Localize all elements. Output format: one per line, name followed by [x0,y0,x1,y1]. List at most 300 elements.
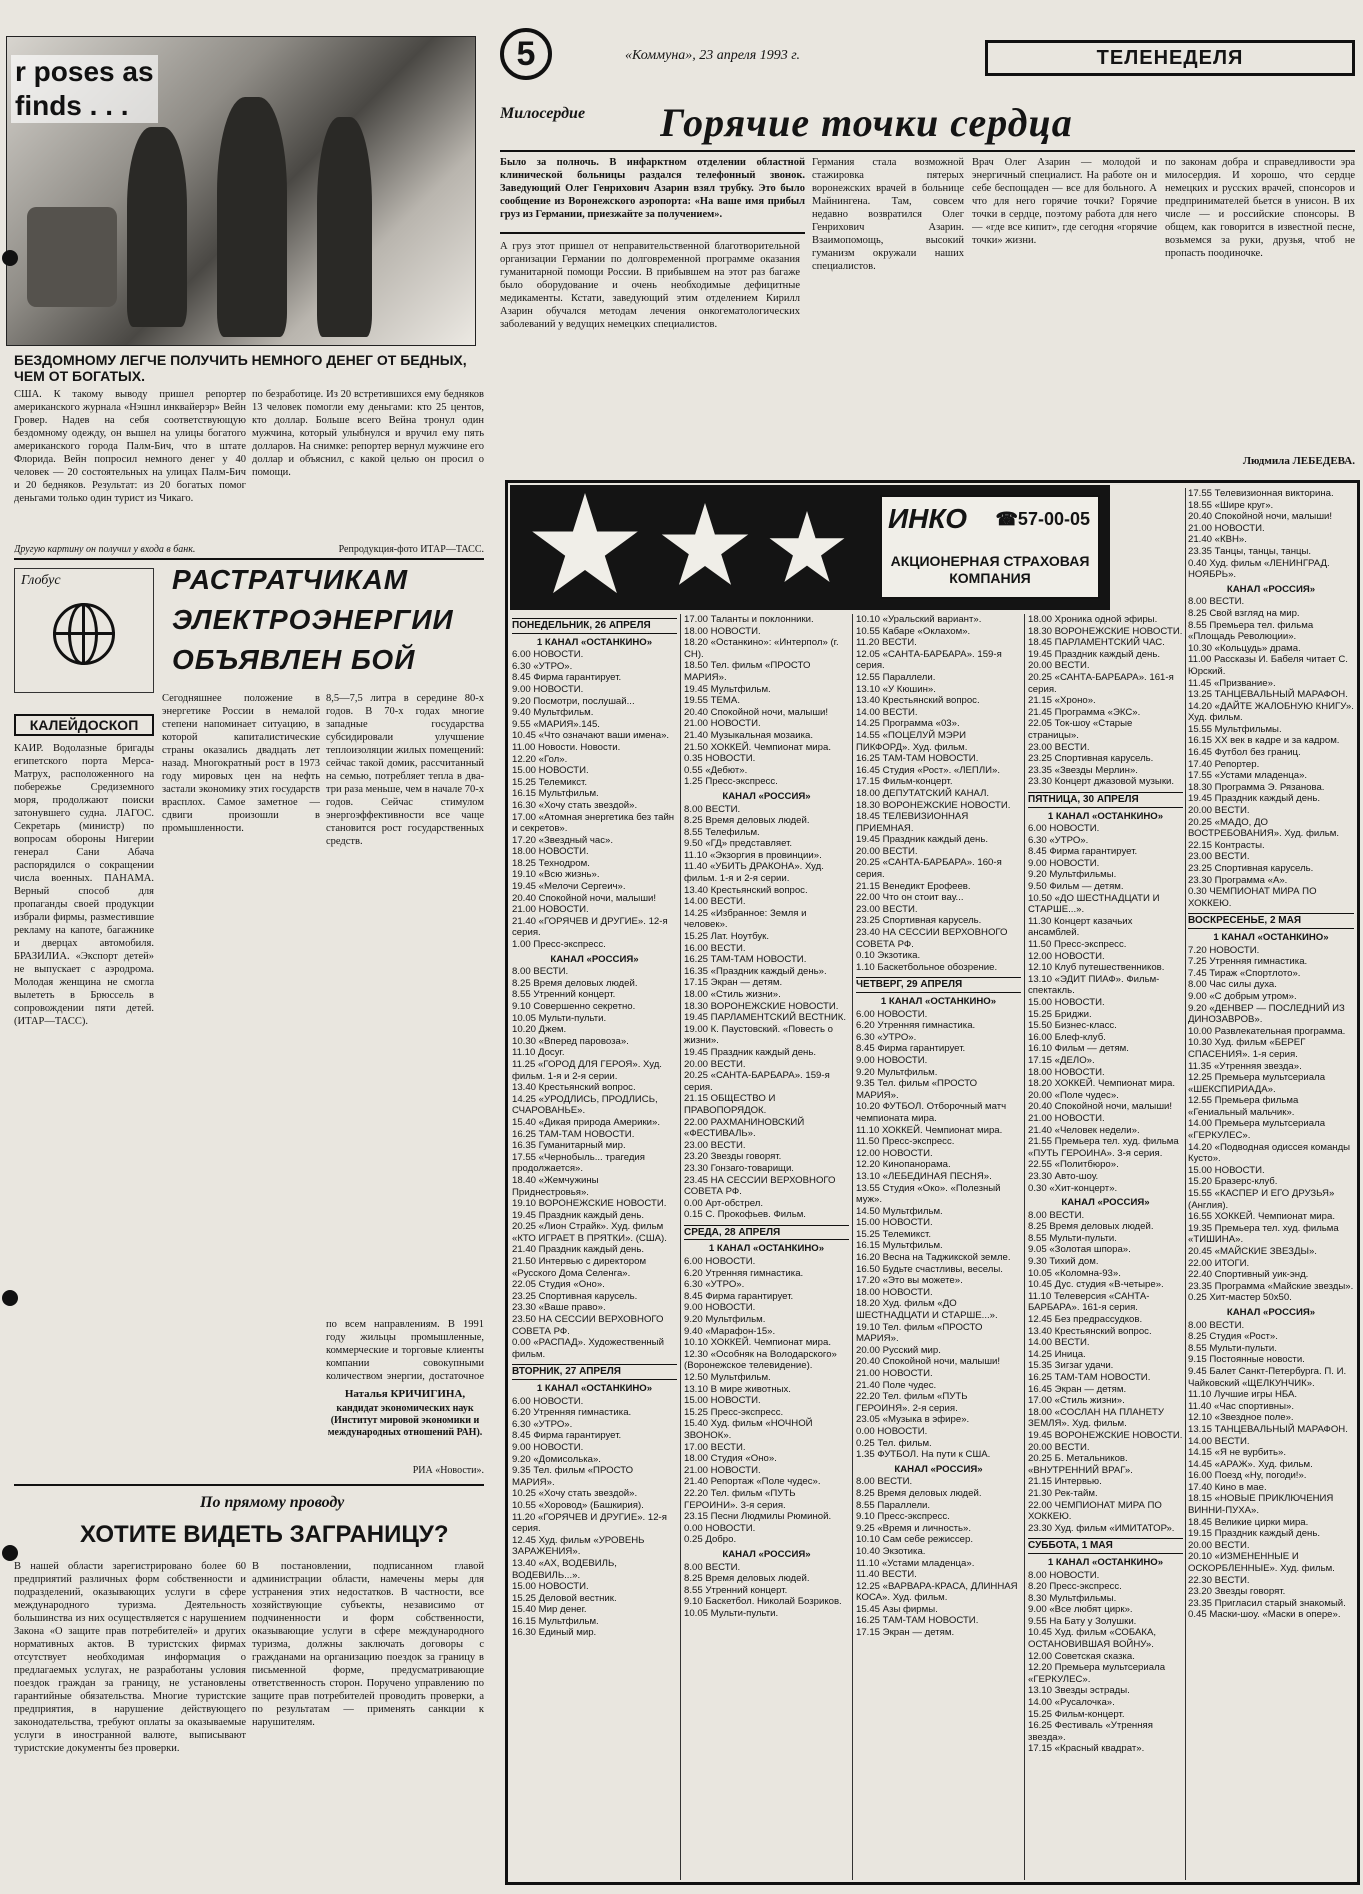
tv-program-item: 9.35 Тел. фильм «ПРОСТО МАРИЯ». [512,1465,634,1488]
tv-program-item: 6.00 НОВОСТИ. [1028,823,1100,835]
tv-program-item: 10.50 «ДО ШЕСТНАДЦАТИ И СТАРШЕ...». [1028,892,1160,916]
tv-column-1 [512,614,677,1880]
tv-program-item: 18.45 ПАРЛАМЕНТСКИЙ ЧАС. [1028,637,1165,649]
tv-program-item: 22.40 Спортивный уик-энд. [1188,1269,1309,1281]
tv-program-item: 0.45 Маски-шоу. «Маски в опере». [1188,1609,1341,1621]
tv-program-item: 15.25 Деловой вестник. [512,1592,617,1604]
tv-program-item: 20.00 ВЕСТИ. [1188,805,1250,817]
tv-program-item: 20.00 ВЕСТИ. [856,845,918,857]
tv-program-item: 11.45 «Призвание». [1188,677,1276,689]
globe-rubric-label: Глобус [21,573,61,588]
tv-program-item: 20.00 ВЕСТИ. [1028,1441,1090,1453]
tv-program-item: 8.45 Фирма гарантирует. [512,1430,622,1442]
tv-program-item: 11.20 ВЕСТИ. [856,637,917,649]
tv-program-item: 21.40 «ГОРЯЧЕВ И ДРУГИЕ». 12-я серия. [512,915,668,939]
tv-program-item: 11.10 Телеверсия «САНТА-БАРБАРА». 161-я серия. [1028,1290,1150,1314]
tv-program-item: 16.25 Фестиваль «Утренняя звезда». [1028,1720,1153,1743]
tv-program-item: 9.25 «Время и личность». [856,1522,972,1534]
energy-col-3: по всем направлениям. В 1991 году жильцы промышленные, коммерческие и торговые клиенты компании совокупными количеством энергии, достаточное [326,1319,484,1382]
tv-program-item: 16.15 Мультфильм. [512,788,599,800]
tv-program-item: 14.00 ВЕСТИ. [684,896,746,908]
tv-program-item: 17.15 Экран — детям. [856,1627,955,1639]
tv-channel-heading: КАНАЛ «РОССИЯ» [894,1463,983,1475]
tv-program-item: 20.00 «Поле чудес». [1028,1089,1119,1101]
tv-program-item: 18.25 Технодром. [512,857,590,869]
tv-program-item: 8.55 Премьера тел. фильма «Площадь Революции». [1188,619,1314,643]
tv-program-item: 12.05 «САНТА-БАРБАРА». 159-я серия. [856,648,1002,672]
tv-program-item: 18.20 ХОККЕЙ. Чемпионат мира. [1028,1078,1176,1090]
tv-program-item: 14.00 «Русалочка». [1028,1697,1115,1709]
tv-program-item: 16.35 «Праздник каждый день». [684,965,827,977]
tv-program-item: 8.00 Час силы духа. [1188,979,1277,991]
tv-program-item: 14.25 «УРОДЛИСЬ, ПРОДЛИСЬ, СЧАРОВАНЬЕ». [512,1093,658,1117]
tv-program-item: 21.00 НОВОСТИ. [1028,1112,1105,1124]
tv-program-item: 11.35 «Утренняя звезда». [1188,1060,1302,1072]
tv-program-item: 17.00 «Атомная энергетика без тайн и секретов». [512,811,675,835]
tv-program-item: 8.00 ВЕСТИ. [856,1476,913,1488]
tv-program-item: 0.10 Экзотика. [856,950,921,962]
tv-program-item: 11.10 Досуг. [512,1047,565,1059]
tv-program-item: 15.25 Лат. Ноутбук. [684,931,770,943]
tv-program-item: 16.45 Футбол без границ. [1188,747,1301,759]
tv-program-item: 18.30 ВОРОНЕЖСКИЕ НОВОСТИ. [1028,625,1183,637]
tv-program-item: 14.50 Мультфильм. [856,1205,943,1217]
tv-program-item: 10.55 «Хоровод» (Башкирия). [512,1499,644,1511]
tv-program-item: 22.15 Контрасты. [1188,839,1265,851]
tv-program-item: 13.40 «АХ, ВОДЕВИЛЬ, ВОДЕВИЛЬ...». [512,1557,617,1581]
tv-program-item: 21.40 «Человек недели». [1028,1124,1140,1136]
tv-program-item: 20.40 Спокойной ночи, малыши! [512,892,657,904]
tv-program-item: 8.55 Параллели. [856,1499,931,1511]
tv-program-item: 20.40 Спокойной ночи, малыши! [856,1356,1001,1368]
tv-program-item: 8.55 Утренний концерт. [512,989,616,1001]
tv-program-item: 0.35 НОВОСТИ. [684,753,756,765]
tv-program-item: 1.25 Пресс-экспресс. [684,776,778,788]
tv-program-item: 10.10 «Уральский вариант». [856,614,982,625]
tv-program-item: 8.00 ВЕСТИ. [1028,1209,1085,1221]
heart-col-4: по законам добра и справедливости эра милосердия. И хорошо, что сердце немецких и русских врачей, спонсоров и предпринимателей бьется в унисон. В их числе — и российские спонсоры. В общем, как говорится в известной песне, возьмемся за руки, друзья, чтоб не пропасть поодиночке. [1165,157,1355,259]
page-number: 5 [500,28,552,80]
tv-program-item: 21.00 НОВОСТИ. [856,1368,933,1379]
tv-program-item: 8.00 ВЕСТИ. [512,966,569,978]
tv-program-item: 23.00 ВЕСТИ. [684,1139,746,1151]
tv-program-item: 18.00 Хроника одной эфиры. [1028,614,1158,625]
tv-program-item: 22.00 ИТОГИ. [1188,1257,1250,1269]
tv-program-item: 20.25 «Лион Страйк». Худ. фильм «КТО ИГРАЕТ В ПРЯТКИ». (США). [512,1221,667,1244]
tv-program-item: 17.20 «Звездный час». [512,834,614,846]
tv-program-item: 8.00 ВЕСТИ. [1188,1319,1245,1331]
tv-program-item: 14.00 Премьера мультсериала «ГЕРКУЛЕС». [1188,1118,1326,1142]
tv-program-item: 23.30 «Ваше право». [512,1302,606,1314]
section-rubric: ТЕЛЕНЕДЕЛЯ [985,40,1355,76]
tv-program-item: 11.50 Пресс-экспресс. [1028,939,1127,951]
tv-program-item: 23.25 Спортивная карусель. [1028,753,1154,765]
tv-program-item: 0.15 С. Прокофьев. Фильм. [684,1209,806,1221]
tv-program-item: 22.00 РАХМАНИНОВСКИЙ «ФЕСТИВАЛЬ». [684,1116,805,1140]
tv-program-item: 10.10 ХОККЕЙ. Чемпионат мира. [684,1337,832,1349]
inko-logo [880,495,1100,599]
tv-program-item: 19.10 Тел. фильм «ПРОСТО МАРИЯ». [856,1321,983,1345]
tv-channel-heading: 1 КАНАЛ «ОСТАНКИНО» [1047,810,1164,822]
tv-program-item: 12.30 «Особняк на Володарского» (Воронежское телевидение). [684,1348,837,1372]
tv-program-item: 9.50 Фильм — детям. [1028,881,1124,893]
tv-column-4 [1028,614,1183,1880]
tv-program-item: 19.15 Праздник каждый день. [1188,1528,1321,1540]
homeless-title: БЕЗДОМНОМУ ЛЕГЧЕ ПОЛУЧИТЬ НЕМНОГО ДЕНЕГ ОТ БЕДНЫХ, ЧЕМ ОТ БОГАТЫХ. [14,352,467,384]
tv-program-item: 21.40 Праздник каждый день. [512,1244,645,1256]
tv-program-item: 0.00 «РАСПАД». Художественный фильм. [512,1337,664,1360]
tv-program-item: 19.45 «Мелочи Сергеич». [512,881,626,893]
tv-program-item: 6.00 НОВОСТИ. [684,1256,756,1268]
tv-program-item: 6.00 НОВОСТИ. [512,649,584,661]
tv-program-item: 10.40 Экзотика. [856,1545,926,1557]
tv-column-5 [1188,488,1354,1880]
tv-column-2 [684,614,849,1880]
tv-day-heading: ВТОРНИК, 27 АПРЕЛЯ [512,1364,677,1380]
homeless-footer-right: Репродукция-фото ИТАР—ТАСС. [338,544,484,555]
tv-program-item: 20.00 ВЕСТИ. [684,1058,746,1070]
tv-program-item: 15.25 Телемикст. [856,1228,931,1240]
tv-program-item: 16.20 Весна на Таджикской земле. [856,1252,1011,1264]
tv-program-item: 12.25 Премьера мультсериала «ШЕКСПИРИАДА». [1188,1072,1326,1095]
tv-day-heading: ВОСКРЕСЕНЬЕ, 2 МАЯ [1188,913,1354,929]
tv-program-item: 8.30 Мультфильмы. [1028,1592,1117,1604]
tv-channel-heading: 1 КАНАЛ «ОСТАНКИНО» [880,996,997,1007]
tv-program-item: 21.00 НОВОСТИ. [1188,522,1265,534]
tv-program-item: 10.30 «Кольцудь» драма. [1188,642,1301,654]
star-icon [660,503,750,593]
tv-program-item: 15.25 Бриджи. [1028,1008,1092,1020]
inko-phone: ☎57-00-05 [995,509,1090,529]
tv-program-item: 6.30 «УТРО». [512,660,573,672]
tv-program-item: 9.20 «ДЕНВЕР — ПОСЛЕДНИЙ ИЗ ДИНОЗАВРОВ». [1188,1002,1345,1026]
tv-program-item: 11.30 Концерт казачьих ансамблей. [1028,915,1133,939]
tv-program-item: 9.10 Совершенно секретно. [512,1001,636,1012]
tv-program-item: 17.00 Таланты и поклонники. [684,614,814,625]
tv-program-item: 23.45 НА СЕССИИ ВЕРХОВНОГО СОВЕТА РФ. [684,1174,836,1198]
heart-col-1: Было за полночь. В инфарктном отделении областной клинической больницы раздался телефонный звонок. Заведующий Олег Генрихович Азарин взял трубку. Это было сообщение из Воронежского аэропорта: «На ваше имя прибыл груз из Германии, приезжайте за получением». [500,157,805,220]
tv-program-item: 9.20 «Домисолька». [512,1453,601,1465]
tv-program-item: 16.50 Будьте счастливы, веселы. [856,1263,1003,1275]
tv-program-item: 12.10 «Звездное поле». [1188,1412,1294,1424]
tv-program-item: 13.10 «ЭДИТ ПИАФ». Фильм-спектакль. [1028,973,1160,997]
heart-kicker: Милосердие [500,105,586,122]
tv-program-item: 16.15 Мультфильм. [856,1240,943,1252]
tv-program-item: 10.30 Худ. фильм «БЕРЕГ СПАСЕНИЯ». 1-я серия. [1188,1037,1306,1060]
tv-program-item: 11.40 «Час спортивны». [1188,1400,1294,1412]
tv-program-item: 13.40 Крестьянский вопрос. [512,1082,636,1094]
tv-day-heading: СРЕДА, 28 АПРЕЛЯ [684,1225,849,1241]
tv-program-item: 19.45 Праздник каждый день. [1028,648,1161,660]
tv-program-item: 8.45 Фирма гарантирует. [856,1043,966,1055]
tv-program-item: 17.15 «ДЕЛО». [1028,1054,1095,1066]
tv-program-item: 10.10 Сам себе режиссер. [856,1534,973,1546]
tv-program-item: 21.15 Венедикт Ерофеев. [856,880,971,892]
tv-program-item: 13.10 В мире животных. [684,1383,791,1395]
tv-program-item: 12.10 Клуб путешественников. [1028,962,1165,974]
tv-program-item: 6.00 НОВОСТИ. [512,1395,584,1407]
tv-program-item: 8.55 Утренний концерт. [684,1584,788,1596]
tv-program-item: 0.25 Хит-мастер 50х50. [1188,1292,1292,1304]
tv-program-item: 18.45 ТЕЛЕВИЗИОННАЯ ПРИЕМНАЯ. [856,811,969,834]
tv-program-item: 15.55 «КАСПЕР И ЕГО ДРУЗЬЯ» (Англия). [1188,1188,1335,1211]
tv-program-item: 0.30 ЧЕМПИОНАТ МИРА ПО ХОККЕЮ. [1188,886,1317,909]
tv-program-item: 21.15 ОБЩЕСТВО И ПРАВОПОРЯДОК. [684,1093,776,1116]
tv-program-item: 12.55 Параллели. [856,671,936,683]
tv-program-item: 16.10 Фильм — детям. [1028,1043,1129,1055]
tv-program-item: 23.05 «Музыка в эфире». [856,1414,970,1426]
tv-program-item: 14.00 ВЕСТИ. [1188,1435,1250,1447]
tv-program-item: 18.00 ДЕПУТАТСКИЙ КАНАЛ. [856,787,990,799]
tv-program-item: 8.00 ВЕСТИ. [1188,596,1245,608]
tv-program-item: 8.55 Мульти-пульти. [1028,1232,1117,1244]
kaleido-rubric: КАЛЕЙДОСКОП [14,714,154,736]
tv-program-item: 19.45 Мультфильм. [684,683,771,695]
news-photo [6,36,476,346]
tv-program-item: 10.00 Развлекательная программа. [1188,1025,1346,1037]
tv-program-item: 17.55 Телевизионная викторина. [1188,488,1334,499]
tv-program-item: 0.40 Худ. фильм «ЛЕНИНГРАД. НОЯБРЬ». [1188,557,1330,581]
tv-program-item: 9.00 НОВОСТИ. [684,1302,756,1314]
tv-program-item: 8.20 Пресс-экспресс. [1028,1581,1122,1593]
tv-program-item: 16.25 ТАМ-ТАМ НОВОСТИ. [856,753,979,765]
homeless-col-2: по безработице. Из 20 встретившихся ему бедняков 13 человек помогли ему деньгами: кто 25 центов, кто доллар. Больше всего Вейна тронул один мужчина, который улыбнулся и вручил ему пять долларов. На снимке: репортер вернул мужчине его доллар и объяснил, с какой целью он просил о помощи. [252,389,484,478]
tv-program-item: 21.45 Программа «ЭКС». [1028,706,1141,718]
tv-channel-heading: 1 КАНАЛ «ОСТАНКИНО» [536,636,653,648]
tv-program-item: 20.45 «МАЙСКИЕ ЗВЕЗДЫ». [1188,1246,1317,1257]
tv-program-item: 18.00 НОВОСТИ. [684,625,761,637]
tv-program-item: 11.00 Новости. Новости. [512,741,621,753]
tv-program-item: 16.45 Экран — детям. [1028,1383,1127,1395]
tv-program-item: 8.25 Студия «Рост». [1188,1331,1278,1343]
tv-program-item: 9.50 «ГД» представляет. [684,838,793,850]
tv-program-item: 18.20 Худ. фильм «ДО ШЕСТНАДЦАТИ И СТАРШЕ...». [856,1298,998,1322]
tv-program-item: 14.25 Программа «03». [856,718,960,730]
tv-program-item: 15.25 Пресс-экспресс. [684,1406,784,1418]
tv-program-item: 15.00 НОВОСТИ. [1188,1164,1265,1176]
tv-program-item: 20.10 «ИЗМЕНЕННЫЕ И ОСКОРБЛЕННЫЕ». Худ. фильм. [1188,1551,1335,1575]
tv-program-item: 23.30 Авто-шоу. [1028,1170,1099,1182]
tv-program-item: 19.10 «Всю жизнь». [512,869,600,881]
tv-program-item: 7.45 Тираж «Спортлото». [1188,967,1301,979]
heart-author: Людмила ЛЕБЕДЕВА. [1242,455,1355,467]
tv-program-item: 1.10 Баскетбольное обозрение. [856,961,998,973]
tv-program-item: 12.55 Премьера фильма «Гениальный мальчик». [1188,1095,1299,1118]
star-icon [530,493,640,603]
tv-program-item: 23.40 НА СЕССИИ ВЕРХОВНОГО СОВЕТА РФ. [856,927,1008,950]
tv-program-item: 23.25 Спортивная карусель. [1188,863,1314,874]
heart-col-3: Врач Олег Азарин — молодой и энергичный специалист. На работе он и себе беспощаден — все для больного. А что для него горячие точки? Горячие точки в сердце, поэтому работа для него — «где все кипит», где сегодня «горячие точки» жизни. [972,157,1157,246]
abroad-title: ХОТИТЕ ВИДЕТЬ ЗАГРАНИЦУ? [80,1521,449,1548]
tv-program-item: 19.45 Праздник каждый день. [856,834,989,846]
tv-program-item: 15.00 НОВОСТИ. [512,1581,589,1593]
energy-author-title: кандидат экономических наук (Институт мировой экономики и международных отношений РАН). [327,1403,483,1438]
tv-program-item: 12.45 Худ. фильм «УРОВЕНЬ ЗАРАЖЕНИЯ». [512,1534,645,1558]
tv-program-item: 22.05 Ток-шоу «Старые страницы». [1028,718,1133,741]
tv-program-item: 9.15 Постоянные новости. [1188,1354,1305,1366]
tv-program-item: 6.00 НОВОСТИ. [856,1008,928,1020]
tv-program-item: 18.40 «Жемчужины Приднестровья». [512,1174,599,1198]
tv-program-item: 19.55 ТЕМА. [684,695,740,707]
tv-program-item: 10.30 «Вперед паровоза». [512,1035,629,1047]
tv-program-item: 16.00 Поезд «Ну, погоди!». [1188,1470,1307,1482]
tv-program-item: 7.25 Утренняя гимнастика. [1188,956,1308,968]
tv-program-item: 21.00 НОВОСТИ. [684,1464,761,1476]
tv-program-item: 8.00 НОВОСТИ. [1028,1569,1100,1581]
tv-program-item: 6.30 «УТРО». [684,1279,745,1291]
tv-program-item: 0.30 «Хит-концерт». [1028,1182,1118,1194]
abroad-kicker: По прямому проводу [200,1494,345,1511]
tv-program-item: 10.20 Джем. [512,1024,567,1036]
tv-program-item: 20.00 ВЕСТИ. [1188,1539,1250,1551]
tv-program-item: 11.10 «Экзоргия в провинции». [684,849,822,861]
tv-program-item: 17.20 «Это вы можете». [856,1275,963,1287]
tv-program-item: 17.40 Репортер. [1188,758,1260,770]
tv-program-item: 21.40 Музыкальная мозаика. [684,729,814,741]
tv-program-item: 14.20 «ДАЙТЕ ЖАЛОБНУЮ КНИГУ». Худ. фильм. [1188,700,1354,724]
tv-program-item: 9.00 НОВОСТИ. [856,1054,928,1066]
tv-program-item: 12.20 Кинопанорама. [856,1159,951,1171]
tv-program-item: 23.30 Концерт джазовой музыки. [1028,776,1175,788]
tv-program-item: 22.55 «Политбюро». [1028,1159,1119,1171]
tv-program-item: 18.15 «НОВЫЕ ПРИКЛЮЧЕНИЯ ВИННИ-ПУХА». [1188,1493,1334,1517]
tv-program-item: 23.30 Худ. фильм «ИМИТАТОР». [1028,1522,1175,1534]
tv-program-item: 9.00 НОВОСТИ. [512,683,584,695]
energy-col-1: Сегодняшнее положение в энергетике России в немалой степени напоминает ситуацию, в которой капиталистические страны оказались двадцать лет назад. Многократный рост в 1973 году мировых цен на нефть застали экономику этих государств врасплох. Самое заметное — сдвиги произошли в промышленности. [162,693,320,834]
tv-program-item: 17.15 «Красный квадрат». [1028,1743,1145,1755]
tv-program-item: 14.25 Иница. [1028,1348,1086,1360]
tv-program-item: 15.55 Мультфильмы. [1188,723,1282,735]
tv-program-item: 22.20 Тел. фильм «ПУТЬ ГЕРОИНИ». 3-я серия. [684,1487,796,1511]
tv-program-item: 14.55 «ПОЦЕЛУЙ МЭРИ ПИКФОРД». Худ. фильм. [856,729,968,753]
tv-program-item: 0.55 «Дебют». [684,764,748,776]
homeless-col-1: США. К такому выводу пришел репортер американского журнала «Нэшнл инквайерэр» Вейн Гровер. Надев на себя соответствующую бездомному одежду, он вышел на улицы богатого американского города Палм-Бич, что в штате Флорида. Вейн попросил немного денег у 40 человек — 20 состоятельных на улицах Палм-Бич и 20 бедняков. Результат: из 20 богатых помог деньгами только один турист из Чикаго. [14,389,246,504]
tv-program-item: 11.10 Лучшие игры НБА. [1188,1389,1298,1401]
tv-day-heading: ПЯТНИЦА, 30 АПРЕЛЯ [1028,792,1183,808]
tv-program-item: 8.25 Время деловых людей. [684,1573,810,1585]
tv-program-item: 10.45 «Что означают ваши имена». [512,730,670,742]
tv-program-item: 18.20 «Останкино»: «Интерпол» (г. СН). [684,637,839,660]
tv-program-item: 10.20 ФУТБОЛ. Отборочный матч чемпионата мира. [856,1101,1007,1124]
tv-program-item: 16.35 Гуманитарный мир. [512,1140,626,1152]
tv-program-item: 19.45 Праздник каждый день. [1188,793,1321,805]
tv-column-3 [856,614,1021,1880]
tv-program-item: 8.00 ВЕСТИ. [684,1561,741,1573]
tv-program-item: 21.50 Интервью с директором «Русского Дома Селенга». [512,1256,647,1279]
tv-program-item: 17.00 «Стиль жизни». [1028,1395,1125,1407]
tv-program-item: 9.40 Мультфильм. [512,707,594,719]
tv-program-item: 9.55 «МАРИЯ».145. [512,718,600,730]
tv-program-item: 0.25 Тел. фильм. [856,1437,932,1449]
tv-channel-heading: 1 КАНАЛ «ОСТАНКИНО» [708,1243,825,1255]
tv-program-item: 12.20 «Гол». [512,753,568,765]
tv-program-item: 16.25 ТАМ-ТАМ НОВОСТИ. [856,1615,979,1627]
tv-program-item: 15.35 Зигзаг удачи. [1028,1360,1114,1372]
tv-program-item: 9.35 Тел. фильм «ПРОСТО МАРИЯ». [856,1078,978,1101]
tv-program-item: 0.00 НОВОСТИ. [856,1425,928,1437]
tv-program-item: 16.30 Единый мир. [512,1627,597,1639]
tv-program-item: 19.10 ВОРОНЕЖСКИЕ НОВОСТИ. [512,1198,667,1210]
tv-program-item: 18.00 НОВОСТИ. [512,846,589,858]
tv-program-item: 20.40 Спокойной ночи, малыши! [1028,1101,1173,1113]
tv-program-item: 22.30 ВЕСТИ. [1188,1574,1250,1586]
tv-program-item: 9.20 Мультфильмы. [1028,869,1117,881]
tv-program-item: 11.40 «УБИТЬ ДРАКОНА». Худ. фильм. 1-я и 2-я серии. [684,861,824,885]
tv-program-item: 9.10 Баскетбол. Николай Бозриков. [684,1596,842,1608]
tv-program-item: 13.40 Крестьянский вопрос. [684,884,808,896]
tv-program-item: 16.25 ТАМ-ТАМ НОВОСТИ. [512,1128,635,1140]
tv-program-item: 20.00 ВЕСТИ. [1028,660,1090,672]
tv-program-item: 15.50 Бизнес-класс. [1028,1020,1117,1032]
tv-program-item: 18.30 ВОРОНЕЖСКИЕ НОВОСТИ. [856,799,1011,811]
tv-program-item: 23.25 Спортивная карусель. [512,1290,638,1302]
tv-program-item: 21.15 «Хроно». [1028,695,1096,707]
photo-caption: r poses as finds . . . [11,55,158,123]
tv-program-item: 12.00 Советская сказка. [1028,1650,1135,1662]
tv-program-item: 0.00 НОВОСТИ. [684,1522,756,1534]
abroad-col-1: В нашей области зарегистрировано более 60 предприятий различных форм собственности и подразделений, оказывающих услуги в сфере международного туризма. Деятельность большинства из них осуществляется с нарушением Закона «О защите прав потребителей» и других нормативных актов. В туристских фирмах отсутствует необходимая информация о предлагаемых услугах, не разработаны условия поездок граждан за границу, не установлены гарантийные обязательства. Многие туристские предприятия, в нарушение действующего законодательства, требуют оплаты за оказываемые услуги в иностранной валюте, выписывают туристские документы без проверки. [14,1561,246,1754]
tv-program-item: 18.45 Великие цирки мира. [1188,1516,1309,1528]
tv-program-item: 13.10 Звезды эстрады. [1028,1685,1130,1697]
inko-subtitle: АКЦИОНЕРНАЯ СТРАХОВАЯ КОМПАНИЯ [890,553,1090,586]
tv-program-item: 20.40 Спокойной ночи, малыши! [684,706,829,718]
tv-program-item: 16.30 «Хочу стать звездой». [512,799,638,811]
tv-program-item: 16.55 ХОККЕЙ. Чемпионат мира. [1188,1211,1336,1223]
tv-program-item: 12.45 Без предрассудков. [1028,1314,1143,1326]
tv-program-item: 18.30 Программа Э. Рязанова. [1188,781,1325,793]
tv-program-item: 6.30 «УТРО». [512,1418,573,1430]
tv-program-item: 9.55 На Бату у Золушки. [1028,1615,1137,1627]
tv-program-item: 10.45 Худ. фильм «СОБАКА, ОСТАНОВИВШАЯ ВОЙНУ». [1028,1627,1157,1651]
tv-program-item: 23.00 ВЕСТИ. [1028,741,1090,753]
tv-program-item: 12.20 Премьера мультсериала «ГЕРКУЛЕС». [1028,1662,1166,1685]
tv-program-item: 18.00 Студия «Оно». [684,1453,777,1465]
tv-program-item: 9.20 Посмотри, послушай... [512,695,635,707]
tv-program-item: 23.35 Пригласил старый знакомый. [1188,1597,1346,1609]
tv-program-item: 11.10 «Устами младенца». [856,1557,975,1569]
tv-program-item: 11.50 Пресс-экспресс. [856,1136,955,1148]
tv-program-item: 9.20 Мультфильм. [684,1314,766,1326]
tv-program-item: 15.00 НОВОСТИ. [512,765,589,777]
tv-program-item: 19.45 ПАРЛАМЕНТСКИЙ ВЕСТНИК. [684,1012,847,1024]
tv-program-item: 18.00 НОВОСТИ. [1028,1066,1105,1078]
tv-program-item: 19.45 Праздник каждый день. [684,1046,817,1058]
tv-program-item: 22.00 ЧЕМПИОНАТ МИРА ПО ХОККЕЮ. [1028,1499,1162,1523]
tv-program-item: 9.30 Тихий дом. [1028,1256,1099,1268]
tv-program-item: 23.35 Программа «Майские звезды». [1188,1280,1354,1292]
tv-program-item: 21.40 «КВН». [1188,534,1247,546]
abroad-col-2: В постановлении, подписанном главой администрации области, намечены меры для устранения этих недостатков. В частности, все хозяйствующие субъекты, независимо от подчиненности и форм собственности, оказывающие услуги в сфере международного туризма, должны заключать договоры с гражданами на организацию поездок за границу в письменной форме, предусматривающие ответственность сторон. Поручено управлению по защите прав потребителей проводить проверки, а по результатам — применять санкции к нарушителям. [252,1561,484,1728]
tv-program-item: 14.00 ВЕСТИ. [1028,1337,1090,1349]
tv-program-item: 8.45 Фирма гарантирует. [684,1290,794,1302]
tv-program-item: 20.25 «МАДО, ДО ВОСТРЕБОВАНИЯ». Худ. фильм. [1188,816,1340,840]
tv-program-item: 16.45 Студия «Рост». «ЛЕПЛИ». [856,764,1001,776]
tv-program-item: 9.10 Пресс-экспресс. [856,1511,950,1523]
tv-program-item: 15.40 Мир денег. [512,1604,587,1616]
tv-program-item: 17.40 Кино в мае. [1188,1481,1267,1493]
tv-program-item: 20.25 «САНТА-БАРБАРА». 159-я серия. [684,1070,830,1093]
tv-program-item: 8.00 ВЕСТИ. [684,803,741,815]
tv-day-heading: ЧЕТВЕРГ, 29 АПРЕЛЯ [856,977,1021,993]
tv-program-item: 8.45 Фирма гарантирует. [512,672,622,684]
tv-program-item: 17.55 «Устами младенца». [1188,770,1308,782]
tv-channel-heading: 1 КАНАЛ «ОСТАНКИНО» [1047,1556,1164,1568]
tv-program-item: 6.20 Утренняя гимнастика. [856,1020,976,1032]
tv-program-item: 9.40 «Марафон-15». [684,1325,776,1337]
tv-program-item: 22.05 Студия «Оно». [512,1279,605,1291]
tv-program-item: 23.30 Программа «А». [1188,874,1288,886]
tv-program-item: 14.15 «Я не вурбить». [1188,1447,1287,1459]
